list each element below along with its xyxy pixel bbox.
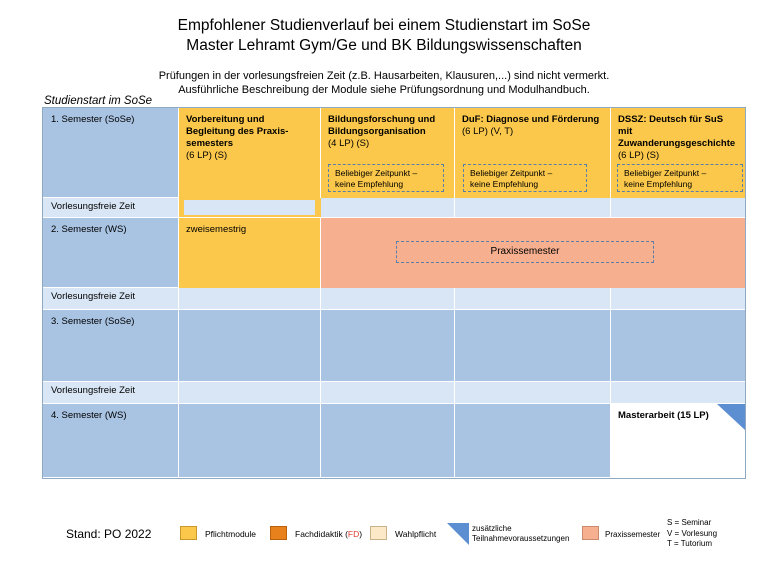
free-3-cell	[321, 382, 455, 404]
stand-label: Stand: PO 2022	[66, 527, 152, 541]
row-label: 3. Semester (SoSe)	[51, 316, 135, 327]
sem-3-cell	[321, 310, 455, 382]
row-label: Vorlesungsfreie Zeit	[51, 291, 135, 302]
any-time-box-bildung	[328, 164, 444, 192]
row-free-3	[43, 382, 179, 404]
legend-abbr: V = Vorlesung	[667, 528, 718, 538]
module-credits: (4 LP) (S)	[328, 138, 370, 149]
start-label: Studienstart im SoSe	[44, 95, 153, 107]
free-1-cell	[455, 198, 611, 218]
free-3-cell	[179, 382, 321, 404]
module-praxis-prep	[179, 108, 321, 198]
legend-abbr: T = Tutorium	[667, 539, 712, 548]
sem-4-cell	[455, 404, 611, 478]
row-label: 4. Semester (WS)	[51, 410, 127, 421]
legend-zusatz-line: Teilnahmevoraussetzungen	[472, 534, 570, 543]
legend-wahlpflicht: Wahlpflicht	[395, 529, 437, 539]
row-label: 2. Semester (WS)	[51, 224, 127, 235]
legend-fd-code: FD	[347, 529, 360, 539]
free-2-cell	[611, 288, 745, 310]
any-time-box-dssz	[617, 164, 743, 192]
legend-swatch-pflicht	[180, 526, 197, 540]
page-title-line2: Master Lehramt Gym/Ge und BK Bildungswissenschaften	[186, 37, 582, 54]
module-masterarbeit	[611, 404, 745, 478]
page-title-line1: Empfohlener Studienverlauf bei einem Studienstart im SoSe	[177, 17, 591, 34]
row-label: Vorlesungsfreie Zeit	[51, 201, 135, 212]
praxissemester-box	[396, 241, 654, 263]
module-praxis-prep-cont	[179, 218, 321, 288]
free-1-praxis-cell	[179, 198, 321, 218]
legend-fachdidaktik-text: Fachdidaktik (	[295, 529, 348, 539]
row-free-2	[43, 288, 179, 310]
module-title: DSSZ: Deutsch für SuS mit Zuwanderungsgeschichte	[618, 114, 736, 149]
any-time-text: Beliebiger Zeitpunkt –	[470, 168, 553, 178]
row-semester-2	[43, 218, 179, 288]
module-credits: (6 LP) (S)	[618, 150, 660, 161]
legend-fachdidaktik	[295, 529, 362, 540]
any-time-text: keine Empfehlung	[624, 179, 693, 189]
module-title: DuF: Diagnose und Förderung	[462, 114, 600, 125]
legend-zusatz	[472, 524, 569, 544]
module-title: Masterarbeit (15 LP)	[618, 410, 709, 421]
any-time-text: Beliebiger Zeitpunkt –	[624, 168, 707, 178]
free-1-cell	[611, 198, 745, 218]
row-semester-3	[43, 310, 179, 382]
note-line1: Prüfungen in der vorlesungsfreien Zeit (z.B. Hausarbeiten, Klausuren,...) sind nicht vermerkt.	[158, 70, 610, 82]
free-1-cell	[321, 198, 455, 218]
sem-3-cell	[455, 310, 611, 382]
legend-zusatz-line: zusätzliche	[472, 524, 512, 533]
module-title: Bildungsforschung und Bildungsorganisation	[328, 114, 436, 137]
any-time-box-duf	[463, 164, 587, 192]
sem-3-cell	[611, 310, 745, 382]
module-note: zweisemestrig	[186, 224, 247, 235]
study-plan-grid	[42, 107, 746, 479]
row-free-1	[43, 198, 179, 218]
free-3-cell	[611, 382, 745, 404]
free-2-cell	[321, 288, 455, 310]
legend-pflicht: Pflichtmodule	[205, 529, 257, 539]
sem-3-cell	[179, 310, 321, 382]
legend-swatch-praxissemester	[582, 526, 599, 540]
legend-abbreviations	[667, 518, 717, 550]
row-semester-1	[43, 108, 179, 198]
any-time-text: keine Empfehlung	[470, 179, 539, 189]
note-line2: Ausführliche Beschreibung der Module siehe Prüfungsordnung und Modulhandbuch.	[178, 84, 590, 96]
module-credits: (6 LP) (V, T)	[462, 126, 514, 137]
legend-triangle-icon	[447, 523, 469, 545]
legend-abbr: S = Seminar	[667, 518, 712, 527]
legend-praxissemester: Praxissemester	[605, 530, 661, 539]
free-1-gap	[184, 200, 315, 215]
module-title: Vorbereitung und Begleitung des Praxis-semesters	[186, 114, 289, 149]
sem-4-cell	[321, 404, 455, 478]
row-label: Vorlesungsfreie Zeit	[51, 385, 135, 396]
module-praxissemester	[321, 218, 745, 288]
praxissemester-label: Praxissemester	[490, 246, 560, 257]
any-time-text: Beliebiger Zeitpunkt –	[335, 168, 418, 178]
sem-4-cell	[179, 404, 321, 478]
free-3-cell	[455, 382, 611, 404]
prerequisite-triangle-icon	[717, 404, 745, 430]
free-2-cell	[179, 288, 321, 310]
legend-fachdidaktik-text: )	[359, 529, 363, 539]
legend-swatch-wahlpflicht	[370, 526, 387, 540]
module-credits: (6 LP) (S)	[186, 150, 228, 161]
row-label: 1. Semester (SoSe)	[51, 114, 135, 125]
legend-swatch-fachdidaktik	[270, 526, 287, 540]
any-time-text: keine Empfehlung	[335, 179, 404, 189]
row-semester-4	[43, 404, 179, 478]
free-2-cell	[455, 288, 611, 310]
